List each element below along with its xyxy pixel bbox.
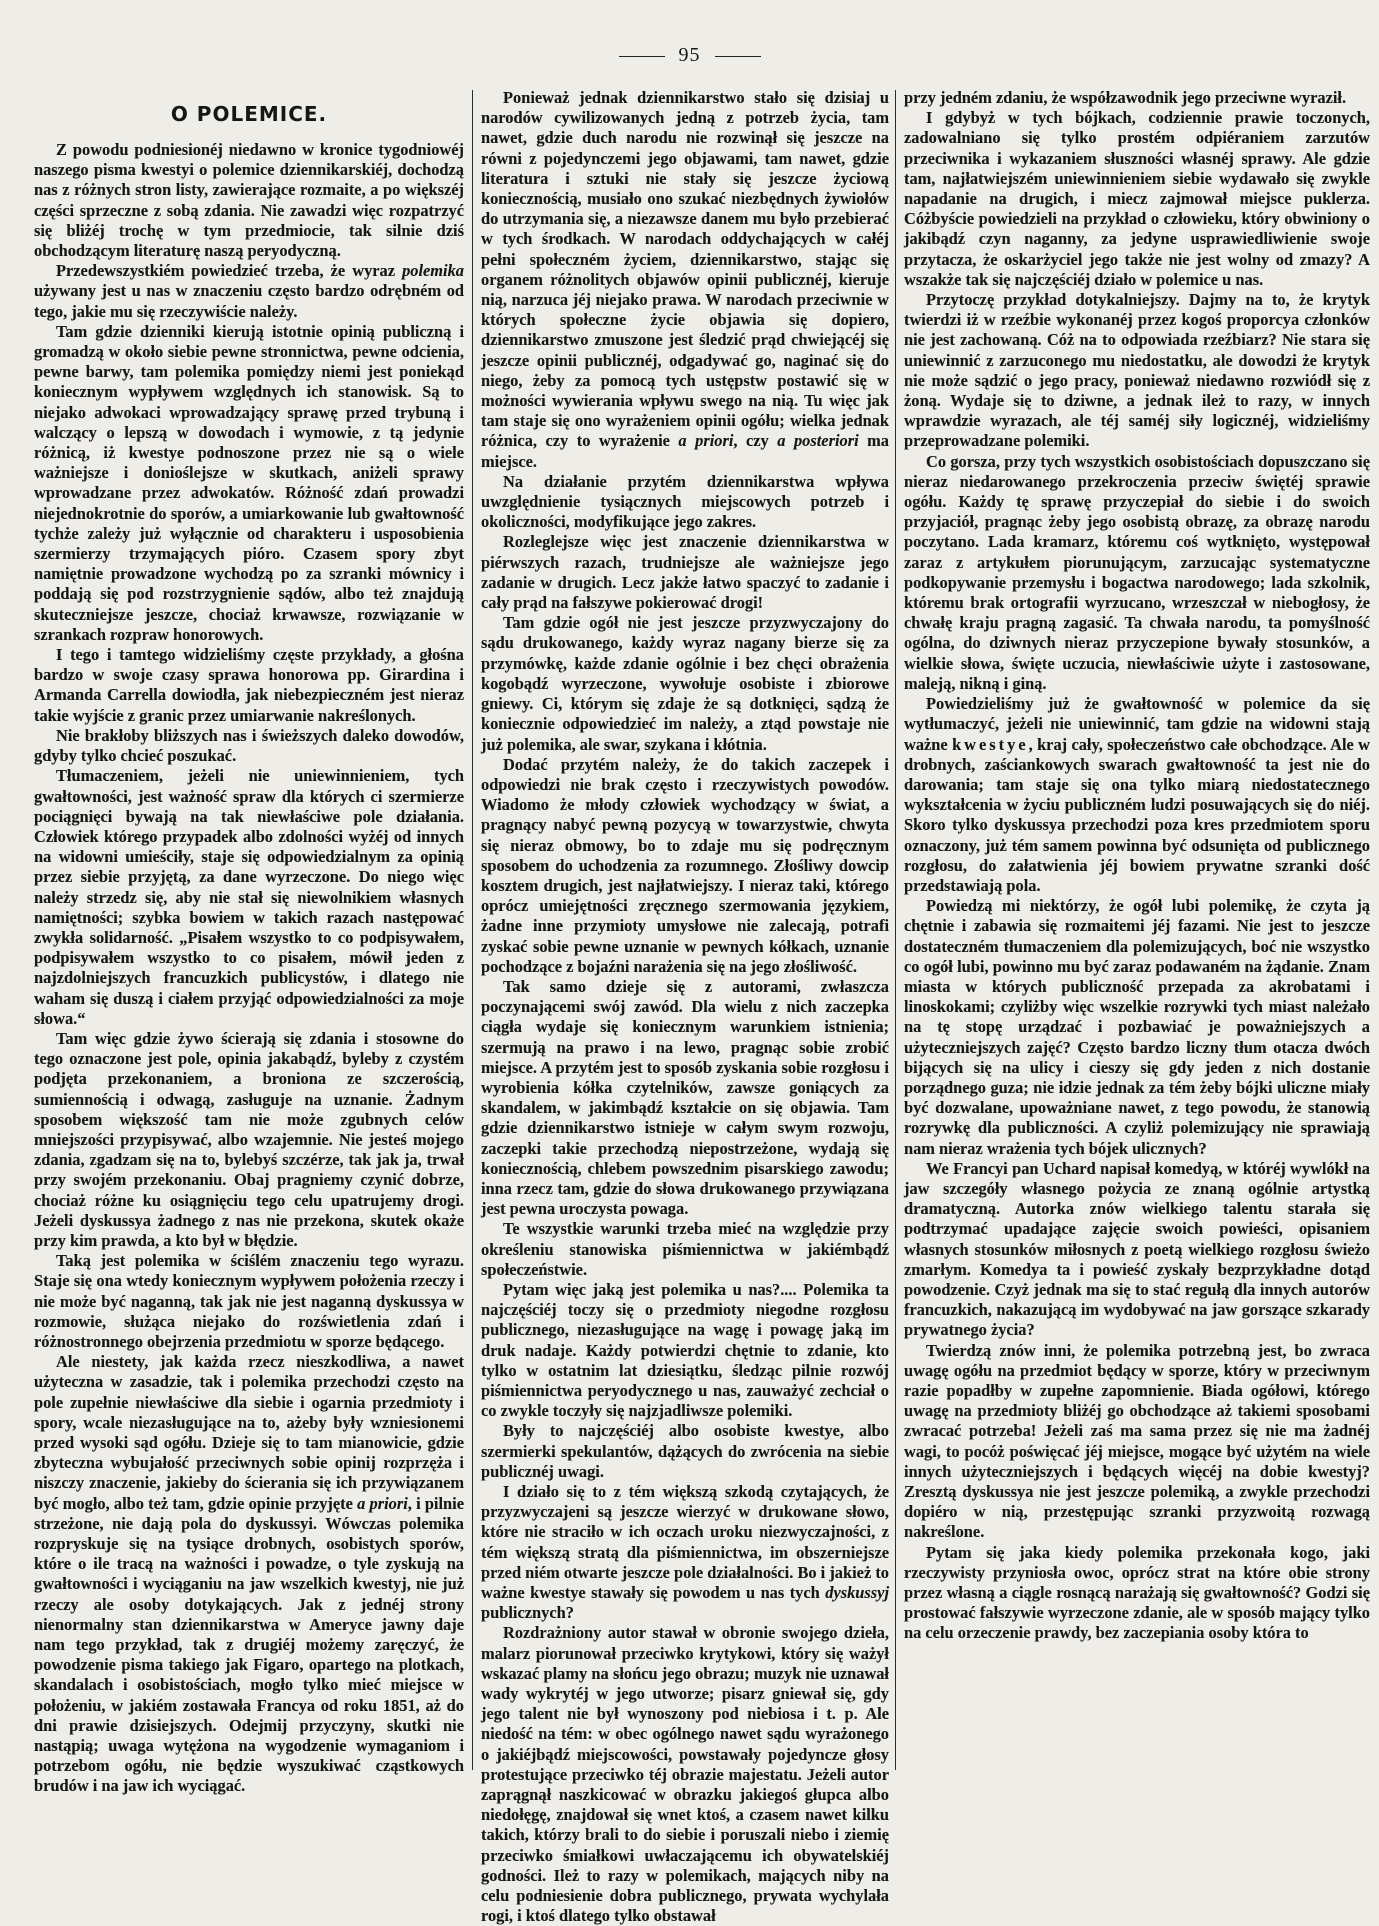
text-segment: używany jest u nas w znaczeniu często bardzo odrębném od tego, jakie mu się rzeczywiście należy. <box>34 281 464 321</box>
text-segment: Na działanie przytém dziennikarstwa wpływa uwzględnienie tysiącznych miejscowych potrzeb i okoliczności, modyfikujące jego zakres. <box>481 471 889 532</box>
text-segment: Twierdzą znów inni, że polemika potrzebną jest, bo zwraca uwagę ogółu na przedmiot będący w sporze, który w przeciwnym razie popadłby w zupełne zapomnienie. Biada ogółowi, którego uwagę na przedmioty bliżéj go obchodzące aż takiemi sposobami zwracać potrzeba! Jeżeli zaś ma sama przez się nie ma żadnéj wagi, to pocóż poświęcać jéj miejsce, mogące być użytém na wiele innych użyteczniejszych i będących więcéj na dobie kwestyj? Zresztą dyskussya nie jest jeszcze polemiką, a zwykle przechodzi dopiéro w nią, przestępując szranki przyzwoitą rozwagą nakreślone. <box>904 1340 1370 1542</box>
text-segment: Powiedzą mi niektórzy, że ogół lubi polemikę, że czyta ją chętnie i zabawia się rozmaitemi jéj fazami. Nie jest to jeszcze dostateczném tłumaczeniem dla polemizujących, boć nie wszystko co ogół lubi, powinno mu być zaraz podawaném na żądanie. Znam miasta w których publiczność przepada za akrobatami i linoskokami; czyliżby więc wszelkie rozrywki tych miast należało na tę stopę urządzać i pozbawiać je poważniejszych a użyteczniejszych zajęć? Często bardzo liczny tłum otacza dwóch bijących się na ulicy i cieszy się gdy jeden z nich dostanie porządnego guza; nie idzie jednak za tém żeby bójki uliczne miały być dozwalane, upoważniane nawet, z tego powodu, że stanowią rozrywkę dla publiczności. A czyliż polemizujący nie sprawiają nam nieraz wrażenia tych bójek ulicznych? <box>904 896 1370 1158</box>
paragraph <box>34 1251 464 1352</box>
text-segment: Z powodu podniesionéj niedawno w kronice tygodniowéj naszego pisma kwestyi o polemice dziennikarskiéj, dochodzą nas z różnych stron listy, zawierające rozmaite, a po większéj części sprzeczne z sobą zdania. Nie zawadzi więc rozpatrzyć się bliżéj trochę w tym przedmiocie, tak silnie dziś obchodzącym literaturę naszą peryodyczną. <box>34 140 464 261</box>
text-segment: przy jedném zdaniu, że współzawodnik jego przeciwne wyraził. <box>904 88 1347 107</box>
text-segment: Tak samo dzieje się z autorami, zwłaszcza poczynającemi swój zawód. Dla wielu z nich zaczepka ciągła wydaje się koniecznym warunkiem istnienia; szermują na prawo i na lewo, pragnąc sobie zrobić miejsce. A przytém jest to sposób zyskania sobie rozgłosu i wyrobienia kółka czytelników, zawsze goniących za skandalem, w jakimbądź kształcie on się objawia. Tam gdzie dziennikarstwo istnieje w całym swym rozwoju, zaczepki takie przechodzą niepostrzeżone, wydają się koniecznością, chlebem powszednim pisarskiego zawodu; inna rzecz tam, gdzie do słowa drukowanego przywiązana jest pewna uroczysta powaga. <box>481 976 889 1219</box>
text-segment: I tego i tamtego widzieliśmy częste przykłady, a głośna bardzo w swoje czasy sprawa honorowa pp. Girardina i Armanda Carrella dowiodła, jak niebezpieczném jest nieraz takie wyjście z granic przez umiarwanie nakreślonych. <box>34 645 464 725</box>
column-divider <box>472 90 473 1770</box>
text-segment: Nie brakłoby bliższych nas i świeższych daleko dowodów, gdyby tylko chcieć poszukać. <box>34 725 464 766</box>
text-segment: Były to najczęściéj albo osobiste kwestye, albo szermierki spekulantów, dążących do zwrócenia na siebie publicznéj uwagi. <box>481 1421 889 1481</box>
italic-text: a posteriori <box>777 431 859 451</box>
page-number-text: 95 <box>678 44 701 66</box>
text-segment: Przytoczę przykład dotykalniejszy. Dajmy na to, że krytyk twierdzi iż w rzeźbie wykonanéj przez kogoś proporcya członków nie jest zachowaną. Cóż na to odpowiada rzeźbiarz? Nie stara się uniewinnić z zarzuconego mu niedostatku, ale dowodzi że krytyk nie może sądzić o jego pracy, ponieważ niedawno rozwiódł się z żoną. Wydaje się to dziwne, a jednak ileż to razy, w innych wprawdzie wyrazach, ale téj saméj siły logicznéj, widzieliśmy przeprowadzane polemiki. <box>904 290 1370 451</box>
text-segment: Dodać przytém należy, że do takich zaczepek i odpowiedzi nie brak często i rzeczywistych powodów. Wiadomo że młody człowiek wychodzący w świat, a pragnący nabyć pewną pozycyą w towarzystwie, chwyta się nieraz obmowy, bo to zdaje mu się podręcznym sposobem do uchodzenia za rozumnego. Złośliwy dowcip kosztem drugich, jest najłatwiejszy. I nieraz taki, którego oprócz umiejętności zręcznego szermowania językiem, żadne inne przymioty umysłowe nie zalecają, potrafi zyskać sobie pewne uznanie w pewnych kółkach, uznanie pochodzące z bojaźni narażenia się na jego złośliwość. <box>481 754 889 976</box>
paragraph <box>34 645 464 726</box>
paragraph <box>904 108 1370 290</box>
paragraph <box>34 766 464 1029</box>
italic-text: polemika <box>402 261 464 281</box>
paragraph <box>481 472 889 533</box>
paragraph <box>904 290 1370 452</box>
text-segment: Taką jest polemika w ściślém znaczeniu tego wyrazu. Staje się ona wtedy koniecznym wypływem położenia rzeczy i nie może być naganną, tak jak nie jest naganną dyskussya w rozmowie, służąca niejako do rozświetlenia zdań i różnostronnego obejrzenia przedmiotu w sporze będącego. <box>34 1251 464 1351</box>
paragraph <box>904 88 1370 108</box>
dash-left <box>619 56 665 57</box>
page-number <box>0 44 1379 67</box>
text-segment: , czy <box>733 431 778 451</box>
paragraph <box>34 140 464 261</box>
italic-text: dyskussyj <box>825 1583 889 1603</box>
paragraph <box>481 1623 889 1926</box>
text-segment: Tam gdzie ogół nie jest jeszcze przyzwyczajony do sądu drukowanego, każdy wyraz nagany bierze się za przymówkę, każde zdanie ogólnie i bez chęci obrażenia kogobądź wyrzeczone, wywołuje osobiste i zbiorowe gniewy. Ci, którym się zdaje że są dotknięci, sądzą że koniecznie odpowiedzieć im należy, a ztąd powstaje nie już polemika, ale swar, szykana i kłótnia. <box>481 613 889 754</box>
italic-text: a priori <box>357 1493 408 1513</box>
paragraph <box>481 977 889 1219</box>
text-segment: Pytam się jaka kiedy polemika przekonała kogo, jaki rzeczywisty przyniosła owoc, oprócz strat na które obie strony przez własną a ciągle rosnącą narażają się gwałtowność? Godzi się prostować fałszywie wyrzeczone zdanie, ale w sposób mający tylko na celu orzeczenie prawdy, bez zaczepiania osoby która to <box>904 1542 1370 1643</box>
text-segment: Rozdrażniony autor stawał w obronie swojego dzieła, malarz piorunował przeciwko krytykowi, który się ważył wskazać plamy na słońcu jego obrazu; muzyk nie uznawał wady wykrytéj w jego utworze; pisarz gniewał się, gdy jego talent nie był wynoszony pod niebiosa i t. p. Ale niedość na tém: w obec ogólnego nawet sądu wyrażonego o jakiéjbądź miejscowości, powstawały pojedyncze głosy protestujące przeciwko téj obrazie majestatu. Jeżeli autor zaprągnął naszkicować w obrazku jakiegoś głupca albo niedołęgę, znajdował się wnet ktoś, a czasem nawet kilku takich, którzy brali to do siebie i poruszali niebo i ziemię przeciwko śmiałkowi uwłaczającemu ich obywatelskiéj godności. Ileż to razy w polemikach, mających niby na celu podniesienie dobra publicznego, prywata wychylała rogi, i ktoś dlatego tylko obstawał <box>481 1623 889 1926</box>
paragraph <box>481 1219 889 1280</box>
text-column-3 <box>904 88 1370 1644</box>
paragraph <box>481 613 889 754</box>
paragraph <box>904 1341 1370 1543</box>
spaced-text: kwestye <box>952 734 1029 754</box>
italic-text: a priori <box>678 431 734 451</box>
text-segment: Te wszystkie warunki trzeba mieć na względzie przy określeniu stanowiska piśmiennictwa w jakiémbądź społeczeństwie. <box>481 1219 889 1279</box>
dash-right <box>715 56 761 57</box>
paragraph <box>34 261 464 322</box>
paragraph <box>34 1352 464 1796</box>
paragraph <box>904 1159 1370 1341</box>
paragraph <box>481 755 889 977</box>
paragraph <box>481 88 889 472</box>
text-segment: Ale niestety, jak każda rzecz nieszkodliwa, a nawet użyteczna w zasadzie, tak i polemika przechodzi często na pole zupełnie niewłaściwe dla siebie i ogarnia przedmioty i spory, wcale niezasługujące na to, ażeby były wzniesionemi przed wysoki sąd ogółu. Dzieje się to tam mianowicie, gdzie zbyteczna wybujałość przeciwnych sobie opinij rozprzęża i niszczy znaczenie, jakieby do ścierania się ich przywiązanem być mogło, albo też tam, gdzie opinie przyjęte <box>34 1352 464 1513</box>
text-segment: Pytam więc jaką jest polemika u nas?.... Polemika ta najczęściéj toczy się o przedmioty niegodne rozgłosu publicznego, niezasługujące na wagę i powagę jaką im druk nadaje. Każdy potwierdzi chętnie to zdanie, kto tylko w ostatnim lat dziesiątku, śledząc pilnie rozwój piśmiennictwa peryodycznego u nas, zauważyć zechciał o co zwykle toczyły się najzjadliwsze polemiki. <box>481 1279 889 1421</box>
text-segment: Ponieważ jednak dziennikarstwo stało się dzisiaj u narodów cywilizowanych jedną z potrzeb życia, tam nawet, gdzie duch narodu nie rozwinął się jeszcze na równi z pojedynczemi jego objawami, tam nawet, gdzie literatura i sztuki nie stały się jeszcze życiową koniecznością, musiało ono szukać niezbędnych żywiołów do utrzymania się, a niezawsze danem mu było przebierać w tych środkach. W narodach oddychających w całéj pełni społeczném życiem, dziennikarstwo, stając się organem różnolitych objawów opinii publicznéj, kieruje nią, narzuca jéj niejako prawa. W narodach przeciwnie w których społeczne życie objawia się dopiero, dziennikarstwo zmuszone jest śledzić prąd chwiejącéj się jeszcze opinii publicznéj, odgadywać go, naginać się do niego, żeby za pomocą tych ustępstw postawić się w możności wywierania wpływu swego na nią. Tu więc jak tam staje się ono wyrażeniem opinii ogółu; wielka jednak różnica, czy to wyrażenie <box>481 88 889 451</box>
paragraph <box>904 896 1370 1159</box>
text-segment: Tam gdzie dzienniki kierują istotnie opinią publiczną i gromadzą w około siebie pewne stronnictwa, pewne odcienia, pewne barwy, tam polemika pomiędzy niemi jest poniekąd koniecznym wypływem względnych ich stanowisk. Są to niejako adwokaci wprowadzający sprawę przed trybuną i walczący o lepszą w dowodach i wymowie, z tą jedynie różnicą, iż kwestye podnoszone przez nie są o wiele ważniejsze i donioślejsze w skutkach, aniżeli sprawy wprowadzane przez adwokatów. Różność zdań prowadzi niejednokrotnie do sporów, a umiarkowanie lub gwałtowność tychże zależy już wyłącznie od charakteru i usposobienia szermierzy trzymających pióro. Czasem spory zbyt namiętnie prowadzone wychodzą po za szranki mównicy i poddają się pod rozstrzygnienie sądów, albo też znajdują skuteczniejsze jeszcze, chociaż krwawsze, rozwiązanie w szrankach rozpraw honorowych. <box>34 321 464 644</box>
paragraph <box>904 1543 1370 1644</box>
column-divider <box>895 90 896 1770</box>
paragraph <box>481 532 889 613</box>
text-column-1 <box>34 140 464 1797</box>
paragraph <box>481 1280 889 1421</box>
text-segment: I działo się to z tém większą szkodą czytających, że przyzwyczajeni są jeszcze wierzyć w drukowane słowo, które nie straciło w ich oczach uroku niezwyczajności, z tém większą stratą dla piśmiennictwa, im obszerniejsze przed niém otwarte jeszcze pole działalności. Bo i jakież to ważne kwestye stawały się powodem u nas tych <box>481 1482 889 1603</box>
paragraph <box>481 1421 889 1482</box>
text-segment: I gdybyż w tych bójkach, codziennie prawie toczonych, zadowalniano się tylko prostém odpiéraniem zarzutów przeciwnika i wykazaniem słuszności własnéj sprawy. Ale gdzie tam, najłatwiejszém uniewinnieniem siebie wydawało się zwykle napadanie na drugich, i miecz zajmował miejsce puklerza. Cóżbyście powiedzieli na przykład o człowieku, który obwiniony o jakibądź czyn naganny, za jedyne usprawiedliwienie swoje przytacza, że oskarżyciel jego także nie jest wolny od zmazy? A wszakże tak się najczęściéj działo w polemice u nas. <box>904 108 1370 289</box>
text-segment: Rozleglejsze więc jest znaczenie dziennikarstwa w piérwszych razach, trudniejsze ale ważniejsze jego zadanie w drugich. Lecz jakże łatwo spaczyć to zadanie i cały prąd na fałszywe pokierować drogi! <box>481 532 889 613</box>
text-segment: Tłumaczeniem, jeżeli nie uniewinnieniem, tych gwałtowności, jest ważność spraw dla których ci szermierze pociągnięci bywają na tak niewłaściwe pole działania. Człowiek którego przypadek albo zdolności wyżéj od innych na widowni umieściły, staje się odpowiedzialnym za opinią przez siebie przyjętą, za dane wyrzeczone. Do niego więc należy strzedz się, aby nie stał się niewolnikiem własnych namiętności; szybka bowiem w takich razach następować zwykła solidarność. „Pisałem wszystko to co podpisywałem, podpisywałem wszystko to co pisałem, mówił jeden z najzdolniejszych francuzkich publicystów, i dlatego nie waham się duszą i ciałem przyjąć odpowiedzialności za moje słowa.“ <box>34 766 464 1028</box>
text-segment: , i pilnie strzeżone, nie dają pola do dyskussyi. Wówczas polemika rozpryskuje się na tysiące drobnych, osobistych sporów, które o ile tracą na ważności i powadze, o tyle zyskują na gwałtowności i wyciąganiu na jaw wszelkich kwestyj, nie już rzeczy ale osoby dotykających. Jak z jednéj strony nienormalny stan dziennikarstwa w Ameryce jawny daje nam tego przykład, tak z drugiéj możemy zaręczyć, że powodzenie pisma takiego jak Figaro, opartego na plotkach, skandalach i osobistościach, mogło tylko mieć miejsce w położeniu, w jakiém zostawała Francya od roku 1851, aż do dni prawie dzisiejszych. Odejmij przyczyny, skutki nie nastąpią; uwaga wytężona na wygodzenie wymaganiom i potrzebom ogółu, nie będzie wyszukiwać cząstkowych brudów i na jaw ich wyciągać. <box>34 1493 464 1796</box>
text-segment: ma miejsce. <box>481 431 889 471</box>
paragraph <box>904 452 1370 694</box>
paragraph <box>904 694 1370 896</box>
text-segment: We Francyi pan Uchard napisał komedyą, w któréj wywlókł na jaw szczegóły własnego pożycia ze znaną ogólnie artystką dramatyczną. Autorka znów wielkiego talentu starała się podtrzymać upadające zajęcie swoich powieści, opisaniem własnych stosunków miłosnych z poetą wielkiego rozgłosu świeżo zmarłym. Komedya ta i powieść zyskały bezprzykładne dotąd powodzenie. Czyż jednak ma się to stać regułą dla innych autorów francuzkich, nakazującą im wydobywać na jaw gorszące szkarady prywatnego życia? <box>904 1158 1370 1340</box>
text-column-2 <box>481 88 889 1926</box>
text-segment: Tam więc gdzie żywo ścierają się zdania i stosowne do tego oznaczone jest pole, opinia jakabądź, byleby z czystém podjęta przekonaniem, a broniona ze szczerością, sumiennością i odwagą, zasługuje na uznanie. Żadnym sposobem większość tam nie może zgubnych celów mniejszości przypisywać, albo wzajemnie. Nie jesteś mojego zdania, zgadzam się na to, bylebyś szczérze, tak jak ja, trwał przy swojém przekonaniu. Obaj pragniemy czynić dobrze, chociaż różne ku osiągnięciu tego celu upatrujemy drogi. Jeżeli dyskussya żadnego z nas nie przekona, skutek okaże przy kim prawda, a kto był w błędzie. <box>34 1028 464 1250</box>
article-title: O POLEMICE. <box>170 102 328 126</box>
text-segment: Przedewszystkiém powiedzieć trzeba, że wyraz <box>56 261 403 281</box>
paragraph <box>481 1482 889 1623</box>
text-segment: publicznych? <box>481 1603 574 1623</box>
paragraph <box>34 726 464 766</box>
paragraph <box>34 1029 464 1251</box>
text-segment: , kraj cały, społeczeństwo całe obchodzące. Ale w drobnych, zaściankowych swarach gwałtowność ta jest nie do darowania; tam staje się ona tylko miarą niedostatecznego wykształcenia w życiu publiczném ludzi posuwających się do niéj. Skoro tylko dyskussya przechodzi poza kres przedmiotem sporu oznaczony, już tém samem powinna być odsunięta od publicznego rozgłosu, do załatwienia jéj bowiem prywatne szranki dość przedstawiają pola. <box>904 734 1371 895</box>
paragraph <box>34 322 464 645</box>
text-segment: Co gorsza, przy tych wszystkich osobistościach dopuszczano się nieraz niedarowanego przekroczenia przeciw świętéj sprawie ogółu. Każdy tę sprawę przyczepiał do siebie i do swoich przyjaciół, pragnąc żeby jego osobistą obrazę, za obrazę narodu poczytano. Lada kramarz, któremu coś wytknięto, występował zaraz z artykułem piorunującym, zarzucając systematyczne podkopywanie przemysłu i bogactwa narodowego; lada szkolnik, któremu brak ortografii wyrzucano, wrzeszczał w niebogłosy, że chwałę kraju pragną zagasić. Ta chwała narodu, ta pomyślność ogólna, do dziwnych nieraz przyczepione bywały stosunków, a wielkie słowa, święte uczucia, niewłaściwie użyte i zastosowane, maleją, nikną i giną. <box>904 451 1370 693</box>
text-segment: Powiedzieliśmy już że gwałtowność w polemice da się wytłumaczyć, jeżeli nie uniewinnić, tam gdzie na widowni stają ważne <box>904 694 1370 754</box>
